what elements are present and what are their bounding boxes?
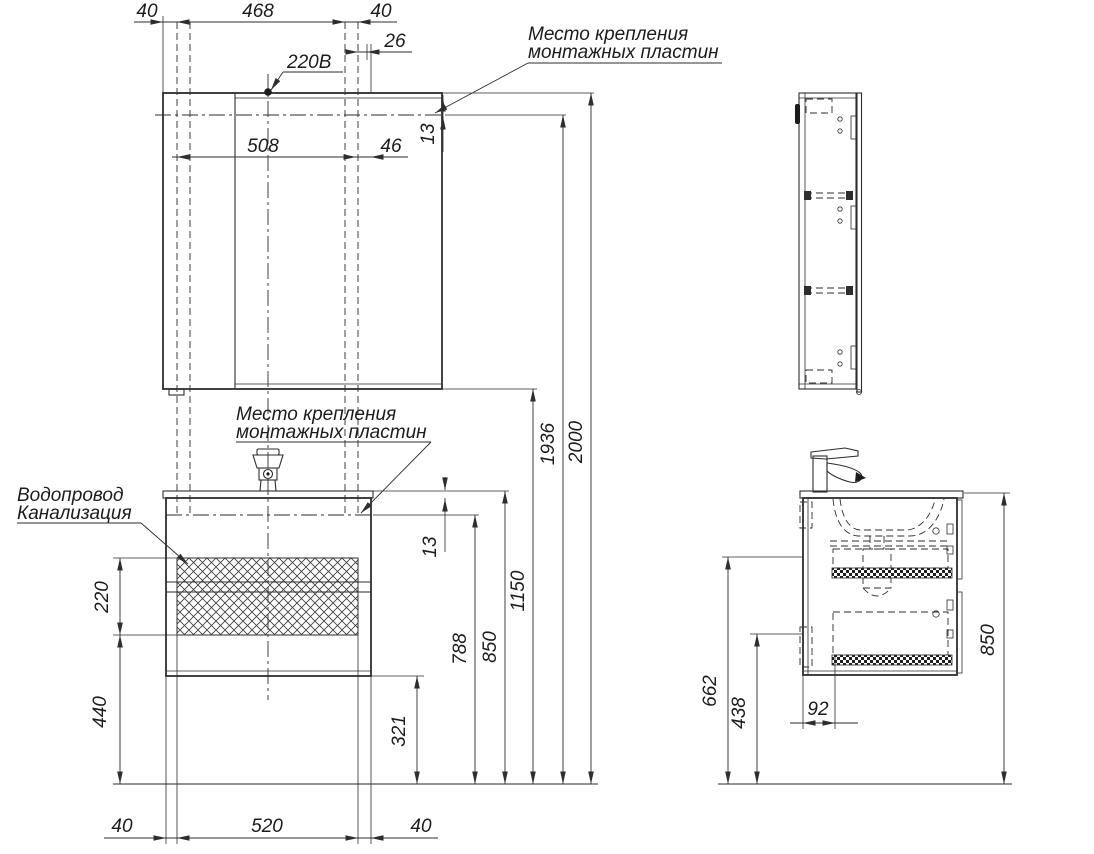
side-view: [700, 93, 1012, 784]
drawer-slide-strip: [832, 568, 952, 578]
siphon-hidden: [863, 536, 891, 596]
label-text: монтажных пластин: [528, 42, 719, 63]
dim-13-mirror: 13: [418, 123, 439, 145]
dim-508: 508: [247, 136, 279, 157]
dim-1150: 1150: [508, 570, 529, 612]
dim-13-countertop: 13: [420, 536, 441, 558]
dim-46: 46: [380, 136, 402, 157]
mounting-plate-hidden: [800, 502, 812, 528]
dim-40-bottom-right: 40: [410, 816, 432, 837]
mounting-plate-hidden: [800, 627, 812, 667]
power-outlet-marker: [264, 52, 343, 96]
sewerage-label: Канализация: [17, 503, 132, 524]
dim-850-side: 850: [978, 624, 999, 656]
dim-662: 662: [700, 675, 721, 707]
dim-520: 520: [251, 816, 283, 837]
dim-40-left: 40: [136, 1, 158, 22]
label-mounting-plates-middle: [236, 404, 431, 513]
dimensions-mirror-top: [134, 1, 443, 157]
dim-788: 788: [450, 633, 471, 665]
dim-40-bottom-left: 40: [111, 816, 133, 837]
vanity-cabinet-side: [800, 491, 963, 729]
water-supply-label: Водопровод: [17, 485, 124, 506]
dim-438: 438: [729, 697, 750, 729]
dim-850-front: 850: [480, 631, 501, 663]
label-mounting-plates-top: [435, 24, 722, 113]
wall-bracket-mark: [795, 104, 800, 124]
mirror-side-outline: [799, 93, 856, 389]
drawer-slide-strip: [832, 655, 952, 665]
vanity-side-outline: [803, 498, 957, 675]
mounting-plate-hidden: [806, 370, 832, 383]
label-water-sewerage: [17, 485, 188, 564]
dim-40-right: 40: [370, 1, 392, 22]
label-text: Место крепления: [528, 24, 689, 45]
dim-2000: 2000: [566, 420, 587, 464]
mounting-plate-hidden: [806, 99, 832, 113]
mirror-cabinet-side: [795, 93, 862, 395]
dim-1936: 1936: [538, 422, 559, 466]
mirror-door-panel-side: [857, 93, 862, 392]
faucet-side-icon: [811, 448, 866, 492]
power-outlet-label: 220В: [287, 52, 332, 73]
dim-26: 26: [384, 31, 406, 52]
label-text: Место крепления: [236, 404, 397, 425]
label-text: монтажных пластин: [236, 422, 427, 443]
dimensions-side: [700, 493, 1010, 784]
service-zone-hatch: [177, 558, 358, 635]
dim-440: 440: [90, 696, 111, 728]
dimensions-vanity-bottom: [104, 635, 438, 844]
dim-92: 92: [807, 699, 829, 720]
screw-marks: [838, 117, 842, 366]
dim-321: 321: [389, 715, 410, 747]
dim-220: 220: [92, 581, 113, 613]
dim-468: 468: [242, 1, 274, 22]
front-view: [17, 1, 722, 844]
